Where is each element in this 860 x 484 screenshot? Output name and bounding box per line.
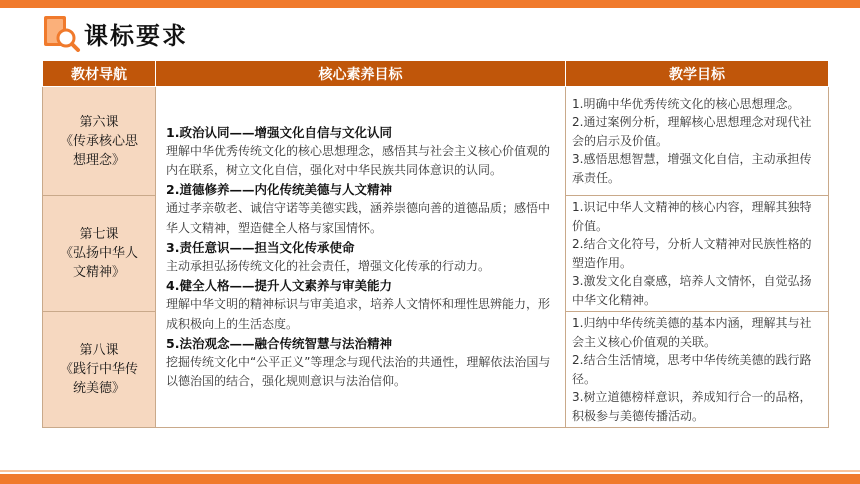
table-header-row	[43, 61, 829, 87]
competency-title: 4.健全人格——提升人文素养与审美能力	[166, 278, 392, 294]
competency-title: 2.道德修养——内化传统美德与人文精神	[166, 182, 392, 198]
competency-text: 主动承担弘扬传统文化的社会责任，增强文化传承的行动力。	[166, 259, 491, 273]
goal-item: 2.结合文化符号，分析人文精神对民族性格的塑造作用。	[572, 237, 812, 270]
goal-item: 1.识记中华人文精神的核心内容，理解其独特价值。	[572, 200, 812, 233]
lesson-cell-7	[43, 196, 156, 312]
competency-text: 挖掘传统文化中“公平正义”等理念与现代法治的共通性，理解依法治国与以德治国的结合，强化规则意识与法治信仰。	[166, 355, 551, 389]
competency-cell	[156, 87, 566, 428]
bottom-accent-bar	[0, 474, 860, 484]
header-teaching-goals: 教学目标	[566, 61, 829, 87]
competency-text: 理解中华优秀传统文化的核心思想理念，感悟其与社会主义核心价值观的内在联系，树立文化自信，强化对中华民族共同体意识的认同。	[166, 143, 551, 177]
top-accent-bar	[0, 0, 860, 8]
competency-title: 5.法治观念——融合传统智慧与法治精神	[166, 335, 392, 351]
competency-item	[166, 276, 557, 334]
lesson-line: 第八课	[79, 343, 119, 358]
goal-item: 2.通过案例分析，理解核心思想理念对现代社会的启示及价值。	[572, 115, 812, 148]
lesson-cell-6	[43, 87, 156, 196]
competency-item	[166, 123, 557, 181]
goals-cell-8	[566, 312, 829, 428]
curriculum-table	[42, 60, 829, 428]
goals-cell-6	[566, 87, 829, 196]
bottom-accent-line	[0, 470, 860, 472]
header-core-competency: 核心素养目标	[156, 61, 566, 87]
lesson-line: 《践行中华传	[59, 362, 138, 377]
competency-text: 通过孝亲敬老、诚信守诺等美德实践，涵养崇德向善的道德品质；感悟中华人文精神，塑造健全人格与家国情怀。	[166, 201, 551, 235]
lesson-line: 第七课	[79, 227, 119, 242]
competency-item	[166, 238, 557, 276]
competency-title: 3.责任意识——担当文化传承使命	[166, 239, 355, 255]
goal-item: 1.明确中华优秀传统文化的核心思想理念。	[572, 96, 800, 111]
competency-item	[166, 334, 557, 392]
lesson-line: 文精神》	[72, 265, 125, 280]
goal-item: 2.结合生活情境，思考中华传统美德的践行路径。	[572, 353, 812, 386]
lesson-line: 第六课	[79, 114, 119, 130]
competency-text: 理解中华文明的精神标识与审美追求，培养人文情怀和理性思辨能力，形成积极向上的生活态度。	[166, 297, 551, 331]
lesson-line: 《传承核心思	[59, 133, 138, 149]
competency-item	[166, 180, 557, 238]
page-title: 课标要求	[84, 22, 188, 50]
competency-title: 1.政治认同——增强文化自信与文化认同	[166, 124, 392, 140]
book-search-icon	[42, 14, 82, 52]
lesson-line: 《弘扬中华人	[59, 246, 138, 261]
goal-item: 3.激发文化自豪感，培养人文情怀，自觉弘扬中华文化精神。	[572, 274, 812, 307]
goal-item: 3.树立道德榜样意识，养成知行合一的品格，积极参与美德传播活动。	[572, 390, 812, 423]
goal-item: 1.归纳中华传统美德的基本内涵，理解其与社会主义核心价值观的关联。	[572, 316, 812, 349]
goal-item: 3.感悟思想智慧，增强文化自信，主动承担传承责任。	[572, 152, 812, 185]
table-row	[43, 87, 829, 196]
goals-cell-7	[566, 196, 829, 312]
lesson-cell-8	[43, 312, 156, 428]
lesson-line: 统美德》	[72, 381, 125, 396]
header-textbook-nav: 教材导航	[43, 61, 156, 87]
lesson-line: 想理念》	[72, 152, 125, 168]
